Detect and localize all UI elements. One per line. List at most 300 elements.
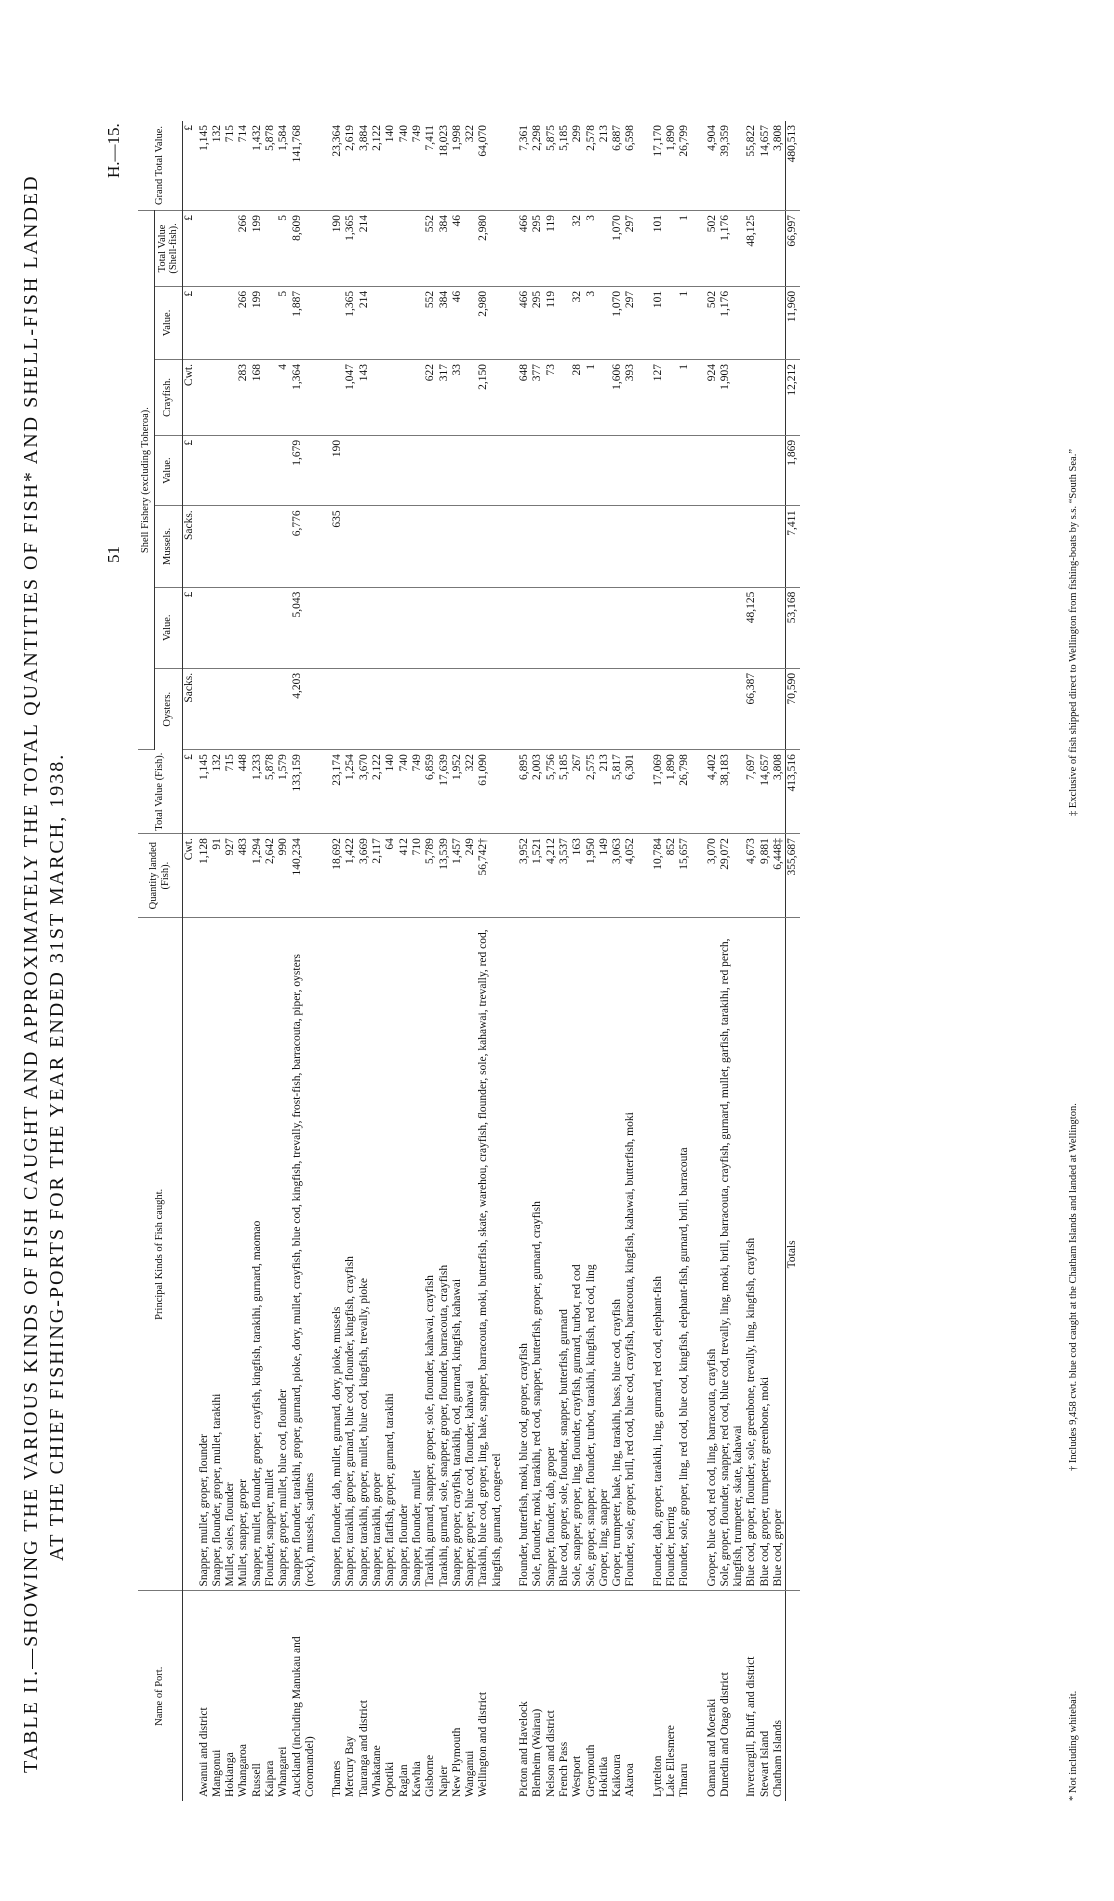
oyster-value xyxy=(384,587,397,668)
units-row xyxy=(182,121,198,1801)
grand-total-value: 5,875 xyxy=(545,121,558,211)
fish-value: 1,890 xyxy=(665,750,678,834)
table-row xyxy=(224,121,237,1801)
fish-kinds: Snapper, groper, mullet, blue cod, flounder xyxy=(277,918,290,1591)
mussels-sacks xyxy=(759,506,772,587)
qty-landed: 10,784 xyxy=(652,834,665,918)
crayfish-value xyxy=(211,286,224,359)
crayfish-cwt: 1 xyxy=(585,360,598,436)
table-row xyxy=(706,121,719,1801)
grand-total-value: 18,023 xyxy=(438,121,451,211)
crayfish-cwt xyxy=(398,360,411,436)
oyster-value xyxy=(759,587,772,668)
mussel-value xyxy=(665,435,678,505)
grand-total-value: 1,145 xyxy=(198,121,211,211)
oyster-value xyxy=(277,587,290,668)
total-shell-total: 66,997 xyxy=(786,211,800,287)
port-name: Tauranga and district xyxy=(357,1700,370,1797)
grand-total-value: 5,878 xyxy=(264,121,277,211)
fish-value: 1,254 xyxy=(344,750,357,834)
grand-total-value: 2,578 xyxy=(585,121,598,211)
mussel-value xyxy=(518,435,531,505)
fish-value: 2,575 xyxy=(585,750,598,834)
unit-fish-value: £ xyxy=(182,750,198,834)
fish-value: 17,069 xyxy=(652,750,665,834)
grand-total-value: 714 xyxy=(237,121,250,211)
table-row xyxy=(451,121,464,1801)
grand-total-value: 7,361 xyxy=(518,121,531,211)
shell-total-value: 214 xyxy=(358,211,371,287)
qty-landed: 29,072 xyxy=(719,834,746,918)
shell-total-value: 46 xyxy=(451,211,464,287)
qty-landed: 4,052 xyxy=(624,834,637,918)
grand-total-value: 4,904 xyxy=(706,121,719,211)
port-name: Kaikoura xyxy=(611,1754,624,1797)
crayfish-value: 199 xyxy=(251,286,264,359)
fish-value: 267 xyxy=(571,750,584,834)
table-row xyxy=(477,121,504,1801)
grand-total-value: 14,657 xyxy=(759,121,772,211)
header-crayfish-value: Value. xyxy=(154,286,182,359)
fish-kinds: Snapper, tarakihi, groper, mullet, blue cod, kingfish, trevally, pioke xyxy=(358,918,371,1591)
shell-total-value xyxy=(224,211,237,287)
port-name: Mercury Bay xyxy=(344,1736,357,1797)
fish-value: 5,817 xyxy=(611,750,624,834)
shell-total-value: 1,070 xyxy=(611,211,624,287)
oysters-sacks xyxy=(545,668,558,749)
oysters-sacks xyxy=(371,668,384,749)
oysters-sacks xyxy=(331,668,344,749)
grand-total-value: 23,364 xyxy=(331,121,344,211)
table-row xyxy=(678,121,691,1801)
fish-kinds: Flounder, dab, groper, tarakihi, ling, gurnard, red cod, elephant-fish xyxy=(652,918,665,1591)
mussel-value xyxy=(719,435,746,505)
crayfish-cwt: 1 xyxy=(678,360,691,436)
table-row xyxy=(291,121,318,1801)
grand-total-value: 132 xyxy=(211,121,224,211)
mussels-sacks xyxy=(198,506,211,587)
crayfish-cwt: 283 xyxy=(237,360,250,436)
fish-kinds: Tarakihi, gurnard, snapper, groper, sole, flounder, kahawai, crayfish xyxy=(424,918,437,1591)
crayfish-cwt xyxy=(411,360,424,436)
mussels-sacks xyxy=(411,506,424,587)
header-qty: Quantity landed (Fish). xyxy=(138,834,182,918)
mussels-sacks xyxy=(585,506,598,587)
total-grand: 480,513 xyxy=(786,121,800,211)
fish-value: 1,579 xyxy=(277,750,290,834)
shell-total-value xyxy=(211,211,224,287)
oyster-value xyxy=(438,587,451,668)
mussel-value xyxy=(477,435,504,505)
mussels-sacks xyxy=(464,506,477,587)
mussels-sacks xyxy=(451,506,464,587)
unit-mussel-value: £ xyxy=(182,435,198,505)
fish-value: 6,895 xyxy=(518,750,531,834)
qty-landed: 1,457 xyxy=(451,834,464,918)
port-name: Wellington and district xyxy=(477,1691,490,1797)
crayfish-cwt: 1,606 xyxy=(611,360,624,436)
grand-total-value: 64,070 xyxy=(477,121,504,211)
fish-value: 749 xyxy=(411,750,424,834)
fish-value: 715 xyxy=(224,750,237,834)
table-row xyxy=(411,121,424,1801)
oyster-value xyxy=(611,587,624,668)
oyster-value xyxy=(772,587,786,668)
grand-total-value: 141,768 xyxy=(291,121,318,211)
port-name: Lyttelton xyxy=(651,1755,664,1797)
port-name: Greymouth xyxy=(584,1744,597,1797)
grand-total-value: 3,808 xyxy=(772,121,786,211)
oyster-value xyxy=(571,587,584,668)
fish-kinds: Flounder, herring xyxy=(665,918,678,1591)
port-name: Picton and Havelock xyxy=(518,1701,531,1797)
fish-value: 7,697 xyxy=(745,750,758,834)
mussel-value xyxy=(237,435,250,505)
header-shell-group: Shell Fishery (excluding Toheroa). xyxy=(138,211,154,750)
footnote-star: * Not including whitebait. xyxy=(1068,1690,1079,1801)
fish-kinds: Groper, blue cod, red cod, ling, barracouta, crayfish xyxy=(706,918,719,1591)
oyster-value xyxy=(451,587,464,668)
oysters-sacks xyxy=(237,668,250,749)
crayfish-value: 1,887 xyxy=(291,286,318,359)
mussel-value xyxy=(411,435,424,505)
shell-total-value xyxy=(464,211,477,287)
table-row xyxy=(264,121,277,1801)
port-name: Hokianga xyxy=(224,1752,237,1797)
crayfish-value xyxy=(371,286,384,359)
oyster-value xyxy=(652,587,665,668)
mussel-value xyxy=(371,435,384,505)
oysters-sacks xyxy=(358,668,371,749)
grand-total-value: 55,822 xyxy=(745,121,758,211)
fish-kinds: Blue cod, groper, flounder, sole, greenbone, trevally, ling, kingfish, crayfish xyxy=(745,918,758,1591)
port-name: Chatham Islands xyxy=(772,1720,785,1797)
mussel-value xyxy=(464,435,477,505)
port-name: Stewart Island xyxy=(758,1730,771,1797)
shell-total-value xyxy=(371,211,384,287)
fish-value: 1,952 xyxy=(451,750,464,834)
crayfish-cwt: 127 xyxy=(652,360,665,436)
port-name: Invercargill, Bluff, and district xyxy=(745,1656,758,1797)
fish-value: 740 xyxy=(398,750,411,834)
mussels-sacks xyxy=(571,506,584,587)
shell-total-value: 502 xyxy=(706,211,719,287)
crayfish-value: 101 xyxy=(652,286,665,359)
qty-landed: 5,789 xyxy=(424,834,437,918)
oyster-value xyxy=(678,587,691,668)
shell-total-value xyxy=(759,211,772,287)
total-oysters: 70,590 xyxy=(786,668,800,749)
port-name: Kawhia xyxy=(410,1761,423,1797)
table-row xyxy=(558,121,571,1801)
table-row xyxy=(652,121,665,1801)
total-qty: 355,687 xyxy=(786,834,800,918)
qty-landed: 483 xyxy=(237,834,250,918)
oyster-value xyxy=(264,587,277,668)
oyster-value: 5,043 xyxy=(291,587,318,668)
oysters-sacks xyxy=(424,668,437,749)
port-name: Kaipara xyxy=(263,1760,276,1797)
mussels-sacks xyxy=(665,506,678,587)
shell-total-value: 1 xyxy=(678,211,691,287)
fish-kinds: Snapper, flounder, mullet xyxy=(411,918,424,1591)
shell-total-value: 384 xyxy=(438,211,451,287)
fish-kinds: Tarakihi, gurnard, sole, snapper, groper, flounder, barracouta, crayfish xyxy=(438,918,451,1591)
crayfish-value xyxy=(598,286,611,359)
oysters-sacks xyxy=(611,668,624,749)
table-row xyxy=(611,121,624,1801)
table-body xyxy=(182,121,786,1801)
oysters-sacks xyxy=(264,668,277,749)
mussel-value: 1,679 xyxy=(291,435,318,505)
oysters-sacks xyxy=(585,668,598,749)
fish-value: 6,301 xyxy=(624,750,637,834)
port-name: Whakatane xyxy=(371,1745,384,1797)
mussel-value xyxy=(558,435,571,505)
mussels-sacks xyxy=(211,506,224,587)
fish-kinds: Snapper, flounder, dab, groper xyxy=(545,918,558,1591)
oyster-value xyxy=(224,587,237,668)
crayfish-cwt xyxy=(598,360,611,436)
unit-shell-total: £ xyxy=(182,211,198,287)
mussel-value xyxy=(424,435,437,505)
crayfish-cwt xyxy=(464,360,477,436)
grand-total-value: 1,432 xyxy=(251,121,264,211)
mussels-sacks xyxy=(652,506,665,587)
header-crayfish: Crayfish. xyxy=(154,360,182,436)
footnote-ddagger: ‡ Exclusive of fish shipped direct to Wellington from fishing-boats by s.s. “South Sea.” xyxy=(1068,449,1079,816)
crayfish-value: 384 xyxy=(438,286,451,359)
oysters-sacks xyxy=(759,668,772,749)
mussels-sacks xyxy=(706,506,719,587)
crayfish-cwt xyxy=(371,360,384,436)
qty-landed: 56,742† xyxy=(477,834,504,918)
fish-kinds: Snapper, groper, blue cod, flounder, kahawai xyxy=(464,918,477,1591)
fish-kinds: Snapper, flatfish, groper, gurnard, tarakihi xyxy=(384,918,397,1591)
table-row xyxy=(719,121,746,1801)
shell-total-value: 101 xyxy=(652,211,665,287)
crayfish-value: 3 xyxy=(585,286,598,359)
crayfish-cwt xyxy=(331,360,344,436)
grand-total-value: 322 xyxy=(464,121,477,211)
shell-total-value: 32 xyxy=(571,211,584,287)
oyster-value: 48,125 xyxy=(745,587,758,668)
shell-total-value xyxy=(598,211,611,287)
port-name: Akaroa xyxy=(624,1763,637,1797)
table-row xyxy=(438,121,451,1801)
oyster-value xyxy=(706,587,719,668)
grand-total-value: 7,411 xyxy=(424,121,437,211)
fish-value: 17,639 xyxy=(438,750,451,834)
mussels-sacks: 6,776 xyxy=(291,506,318,587)
mussels-sacks xyxy=(558,506,571,587)
shell-total-value: 1,176 xyxy=(719,211,746,287)
crayfish-cwt xyxy=(558,360,571,436)
port-name: Whangarei xyxy=(277,1746,290,1797)
shell-total-value xyxy=(198,211,211,287)
mussel-value xyxy=(706,435,719,505)
fish-kinds: Blue cod, groper, trumpeter, greenbone, moki xyxy=(759,918,772,1591)
crayfish-cwt xyxy=(198,360,211,436)
mussel-value xyxy=(772,435,786,505)
oysters-sacks xyxy=(598,668,611,749)
oysters-sacks xyxy=(624,668,637,749)
group-spacer xyxy=(692,121,706,1801)
mussels-sacks xyxy=(719,506,746,587)
fish-value: 1,233 xyxy=(251,750,264,834)
table-row xyxy=(277,121,290,1801)
crayfish-value: 32 xyxy=(571,286,584,359)
crayfish-cwt: 168 xyxy=(251,360,264,436)
fish-value: 4,402 xyxy=(706,750,719,834)
table-row xyxy=(237,121,250,1801)
crayfish-value xyxy=(331,286,344,359)
oyster-value xyxy=(464,587,477,668)
crayfish-value: 2,980 xyxy=(477,286,504,359)
fish-kinds: Groper, ling, snapper xyxy=(598,918,611,1591)
fish-value: 38,183 xyxy=(719,750,746,834)
oysters-sacks xyxy=(706,668,719,749)
table-row xyxy=(624,121,637,1801)
fish-value: 1,145 xyxy=(198,750,211,834)
table-row xyxy=(545,121,558,1801)
qty-landed: 927 xyxy=(224,834,237,918)
fish-kinds: Sole, groper, flounder, snapper, red cod, blue cod, trevally, ling, moki, brill, barracouta, crayfish, gurnard, mullet, garfish, tarakihi, red perch, kingfish, trumpeter, skate, kahawai xyxy=(719,918,746,1591)
qty-landed: 6,448‡ xyxy=(772,834,786,918)
mussel-value xyxy=(585,435,598,505)
mussels-sacks xyxy=(384,506,397,587)
total-crayfish-value: 11,960 xyxy=(786,286,800,359)
document-reference: H.—15. xyxy=(104,123,123,178)
fish-kinds: Snapper, flounder, tarakihi, groper, gurnard, pioke, dory, mullet, crayfish, blue cod, kingfish, trevally, frost-fish, barracouta, piper, oysters (rock), mussels, sardines xyxy=(291,918,318,1591)
fish-value: 5,878 xyxy=(264,750,277,834)
shell-total-value: 190 xyxy=(331,211,344,287)
oyster-value xyxy=(198,587,211,668)
fish-kinds: Sole, snapper, groper, ling, flounder, crayfish, gurnard, turbot, red cod xyxy=(571,918,584,1591)
mussels-sacks xyxy=(424,506,437,587)
oysters-sacks xyxy=(344,668,357,749)
fish-value: 2,122 xyxy=(371,750,384,834)
qty-landed: 1,128 xyxy=(198,834,211,918)
header-kinds: Principal Kinds of Fish caught. xyxy=(138,918,182,1591)
oysters-sacks xyxy=(451,668,464,749)
oyster-value xyxy=(331,587,344,668)
table-row xyxy=(745,121,758,1801)
crayfish-cwt xyxy=(772,360,786,436)
mussel-value xyxy=(438,435,451,505)
group-spacer xyxy=(638,121,652,1801)
table-row xyxy=(571,121,584,1801)
qty-landed: 1,521 xyxy=(531,834,544,918)
qty-landed: 412 xyxy=(398,834,411,918)
port-name: Nelson and district xyxy=(544,1710,557,1797)
table-row xyxy=(759,121,772,1801)
fish-value: 5,756 xyxy=(545,750,558,834)
mussel-value xyxy=(545,435,558,505)
totals-row xyxy=(786,121,800,1801)
footnote-dagger: † Includes 9,458 cwt. blue cod caught at the Chatham Islands and landed at Wellington. xyxy=(1068,1103,1079,1471)
crayfish-value xyxy=(745,286,758,359)
crayfish-value xyxy=(464,286,477,359)
grand-total-value: 1,584 xyxy=(277,121,290,211)
grand-total-value: 26,799 xyxy=(678,121,691,211)
header-oysters: Oysters. xyxy=(154,668,182,749)
fish-kinds: Tarakihi, blue cod, groper, ling, hake, snapper, barracouta, moki, butterfish, skate, warehou, crayfish, flounder, sole, kahawai, trevally, red cod, kingfish, gurnard, conger-eel xyxy=(477,918,504,1591)
mussels-sacks xyxy=(678,506,691,587)
crayfish-value: 266 xyxy=(237,286,250,359)
header-grand: Grand Total Value. xyxy=(138,121,182,211)
crayfish-cwt: 1,364 xyxy=(291,360,318,436)
crayfish-cwt: 4 xyxy=(277,360,290,436)
unit-oysters: Sacks. xyxy=(182,668,198,749)
oyster-value xyxy=(424,587,437,668)
oysters-sacks xyxy=(411,668,424,749)
mussels-sacks xyxy=(477,506,504,587)
shell-total-value: 552 xyxy=(424,211,437,287)
port-name: Auckland (including Manukau and Coromandel) xyxy=(290,1636,316,1797)
mussels-sacks: 635 xyxy=(331,506,344,587)
port-name: Oamaru and Moeraki xyxy=(705,1698,718,1797)
fish-kinds: Snapper, groper, crayfish, tarakihi, cod, gurnard, kingfish, kahawai xyxy=(451,918,464,1591)
oysters-sacks xyxy=(531,668,544,749)
mussels-sacks xyxy=(344,506,357,587)
grand-total-value: 2,619 xyxy=(344,121,357,211)
crayfish-value: 46 xyxy=(451,286,464,359)
fish-value: 448 xyxy=(237,750,250,834)
header-fish-value: Total Value (Fish). xyxy=(138,750,182,834)
mussels-sacks xyxy=(358,506,371,587)
crayfish-cwt xyxy=(224,360,237,436)
port-name: Hokitika xyxy=(597,1756,610,1797)
fish-kinds: Snapper, tarakihi, groper xyxy=(371,918,384,1591)
oysters-sacks xyxy=(665,668,678,749)
crayfish-cwt xyxy=(211,360,224,436)
shell-total-value: 8,609 xyxy=(291,211,318,287)
grand-total-value: 299 xyxy=(571,121,584,211)
mussel-value xyxy=(398,435,411,505)
crayfish-value xyxy=(411,286,424,359)
crayfish-value: 295 xyxy=(531,286,544,359)
port-name: Lake Ellesmere xyxy=(665,1725,677,1797)
shell-total-value: 297 xyxy=(624,211,637,287)
mussels-sacks xyxy=(224,506,237,587)
qty-landed: 15,657 xyxy=(678,834,691,918)
mussel-value xyxy=(624,435,637,505)
mussel-value xyxy=(745,435,758,505)
page-number: 51 xyxy=(104,546,123,563)
fish-kinds: Mullet, snapper, groper xyxy=(237,918,250,1591)
table-row xyxy=(585,121,598,1801)
header-port: Name of Port. xyxy=(138,1591,182,1801)
oyster-value xyxy=(518,587,531,668)
qty-landed: 1,294 xyxy=(251,834,264,918)
mussels-sacks xyxy=(277,506,290,587)
shell-total-value xyxy=(384,211,397,287)
shell-total-value: 466 xyxy=(518,211,531,287)
table-row xyxy=(598,121,611,1801)
table-title: TABLE II.—SHOWING THE VARIOUS KINDS OF FISH CAUGHT AND APPROXIMATELY THE TOTAL QUANTITIES OF FISH* AND SHELL-FISH LANDED xyxy=(20,174,42,1773)
crayfish-cwt: 2,150 xyxy=(477,360,504,436)
oysters-sacks: 66,387 xyxy=(745,668,758,749)
fish-kinds: Flounder, snapper, mullet xyxy=(264,918,277,1591)
oysters-sacks xyxy=(384,668,397,749)
fish-value: 133,159 xyxy=(291,750,318,834)
shell-total-value: 1,365 xyxy=(344,211,357,287)
fish-value: 2,003 xyxy=(531,750,544,834)
qty-landed: 163 xyxy=(571,834,584,918)
fish-value: 5,185 xyxy=(558,750,571,834)
mussel-value xyxy=(598,435,611,505)
